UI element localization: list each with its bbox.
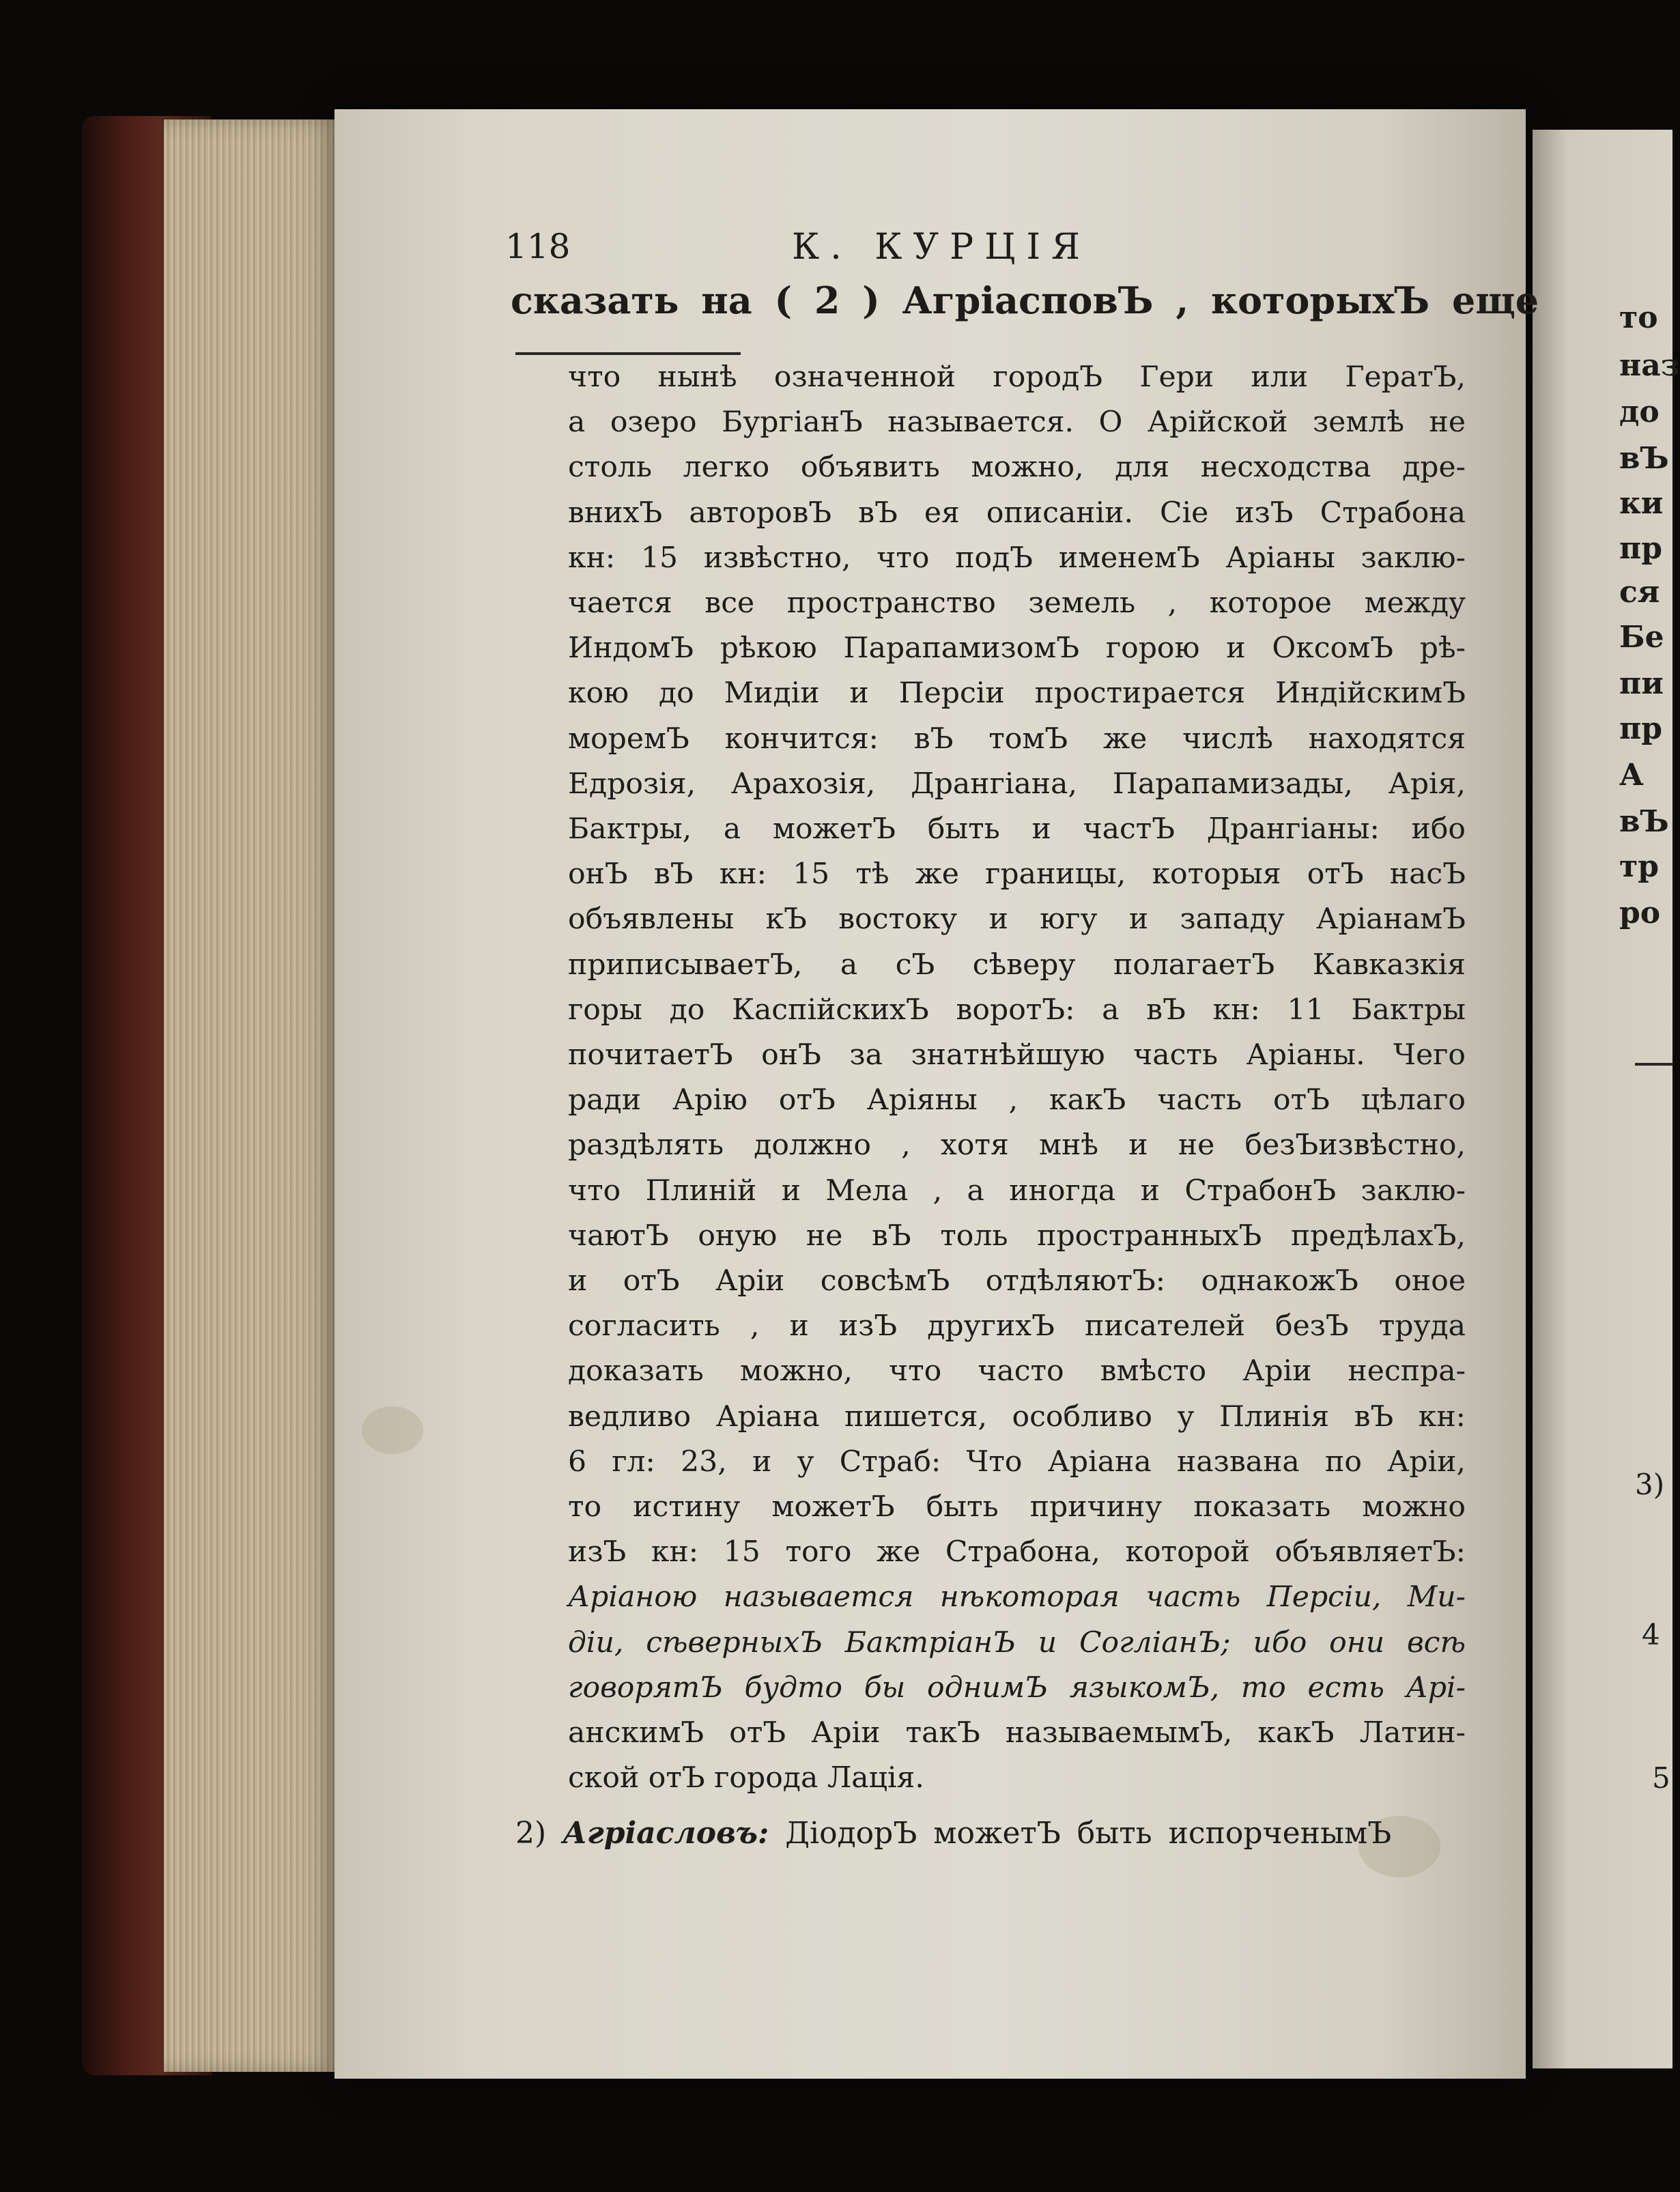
footnote-line: что нынѣ означенной городЪ Гери или ГератЪ, — [568, 360, 1466, 394]
main-text-line: сказать на ( 2 ) АгріасповЪ , которыхЪ еще — [511, 279, 1539, 322]
facing-page-note-number: 4 — [1642, 1618, 1660, 1651]
footnote-line: кою до Мидіи и Персіи простирается ИндійскимЪ — [568, 677, 1466, 711]
footnote-line: ведливо Аріана пишется, особливо у Плинія вЪ кн: — [568, 1399, 1466, 1434]
facing-page-line: пр — [1619, 711, 1662, 746]
footnote-line: говорятЪ будто бы однимЪ языкомЪ, то есть Арі- — [568, 1670, 1466, 1705]
page-stain — [362, 1406, 423, 1454]
footnote-line: столь легко объявить можно, для несходства дре- — [568, 451, 1466, 485]
facing-page-note-number: 5 — [1652, 1761, 1670, 1795]
page-header — [505, 227, 1461, 274]
facing-page-line: ки — [1619, 486, 1664, 521]
page-number: 118 — [505, 227, 571, 266]
facing-page-note-number: 3) — [1635, 1468, 1665, 1501]
footnote-line: приписываетЪ, а сЪ сѣверу полагаетЪ Кавказкія — [568, 948, 1466, 982]
footnote-2-marker: 2) — [515, 1816, 547, 1851]
footnote-line: чается все пространство земель , которое между — [568, 586, 1466, 621]
footnote-line: Бактры, а можетЪ быть и частЪ Дрангіаны: ибо — [568, 812, 1466, 846]
footnote-line: и отЪ Аріи совсѣмЪ отдѣляютЪ: однакожЪ оное — [568, 1264, 1466, 1298]
footnote-line: діи, сѣверныхЪ БактріанЪ и СогліанЪ; ибо они всѣ — [568, 1625, 1466, 1660]
footnote-line: что Плиній и Мела , а иногда и СтрабонЪ заклю- — [568, 1173, 1466, 1208]
footnote-line: 6 гл: 23, и у Страб: Что Аріана названа по Аріи, — [568, 1444, 1466, 1479]
page-edges — [164, 119, 362, 2072]
facing-page-line: пр — [1619, 531, 1662, 566]
footnote-line: Едрозія, Арахозія, Дрангіана, Парапамизады, Арія, — [568, 767, 1466, 801]
facing-page-line: ро — [1619, 896, 1661, 930]
footnote-line: Аріаною называется нѣкоторая часть Персіи, Ми- — [568, 1580, 1466, 1614]
footnote-line: согласить , и изЪ другихЪ писателей безЪ труда — [568, 1309, 1466, 1343]
running-head: К. КУРЦІЯ — [792, 227, 1091, 268]
facing-page-line: до — [1619, 395, 1660, 429]
facing-page-line: вЪ — [1619, 441, 1669, 476]
facing-page-line: Бе — [1619, 620, 1664, 655]
footnote-line: а озеро БургіанЪ называется. О Арійской землѣ не — [568, 405, 1466, 440]
footnote-line: ской отЪ города Лація. — [568, 1761, 924, 1795]
footnote-line: внихЪ авторовЪ вЪ ея описаніи. Сіе изЪ Страбона — [568, 496, 1466, 530]
facing-page-line: тр — [1619, 849, 1660, 884]
footnote-line: ради Арію отЪ Аріяны , какЪ часть отЪ цѣлаго — [568, 1083, 1466, 1118]
footnote-line: ИндомЪ рѣкою ПарапамизомЪ горою и ОксомЪ рѣ- — [568, 631, 1466, 666]
footnote-line: анскимЪ отЪ Аріи такЪ называемымЪ, какЪ Латин- — [568, 1716, 1466, 1750]
footnote-2-term: Агріасловъ: — [563, 1816, 769, 1851]
facing-page-rule — [1635, 1063, 1672, 1066]
footnote-line: горы до КаспійскихЪ воротЪ: а вЪ кн: 11 Бактры — [568, 993, 1466, 1027]
footnote-line: чаютЪ оную не вЪ толь пространныхЪ предѣлахЪ, — [568, 1219, 1466, 1253]
footnote-2-text: ДіодорЪ можетЪ быть испорченымЪ — [785, 1816, 1392, 1851]
footnote-line: раздѣлять должно , хотя мнѣ и не безЪизвѣстно, — [568, 1128, 1466, 1163]
footnote-line: моремЪ кончится: вЪ томЪ же числѣ находятся — [568, 722, 1466, 756]
footnote-line: почитаетЪ онЪ за знатнѣйшую часть Аріаны. Чего — [568, 1038, 1466, 1072]
footnote-line: онЪ вЪ кн: 15 тѣ же границы, которыя отЪ насЪ — [568, 857, 1466, 892]
facing-page-line: наз — [1619, 348, 1680, 383]
facing-page-line: ся — [1619, 575, 1660, 610]
footnote-2 — [515, 1816, 1391, 1851]
footnote-line: объявлены кЪ востоку и югу и западу АріанамЪ — [568, 902, 1466, 937]
facing-page-line: то — [1619, 300, 1658, 335]
facing-page-line: А — [1619, 758, 1644, 793]
facing-page-line: пи — [1619, 666, 1664, 701]
footnote-block — [568, 355, 1466, 1802]
footnote-line: изЪ кн: 15 того же Страбона, которой объявляетЪ: — [568, 1535, 1466, 1569]
facing-page-line: вЪ — [1619, 804, 1669, 839]
footnote-line: доказать можно, что часто вмѣсто Аріи неспра- — [568, 1354, 1466, 1389]
footnote-line: кн: 15 извѣстно, что подЪ именемЪ Аріаны заклю- — [568, 541, 1466, 575]
footnote-line: то истину можетЪ быть причину показать можно — [568, 1490, 1466, 1524]
